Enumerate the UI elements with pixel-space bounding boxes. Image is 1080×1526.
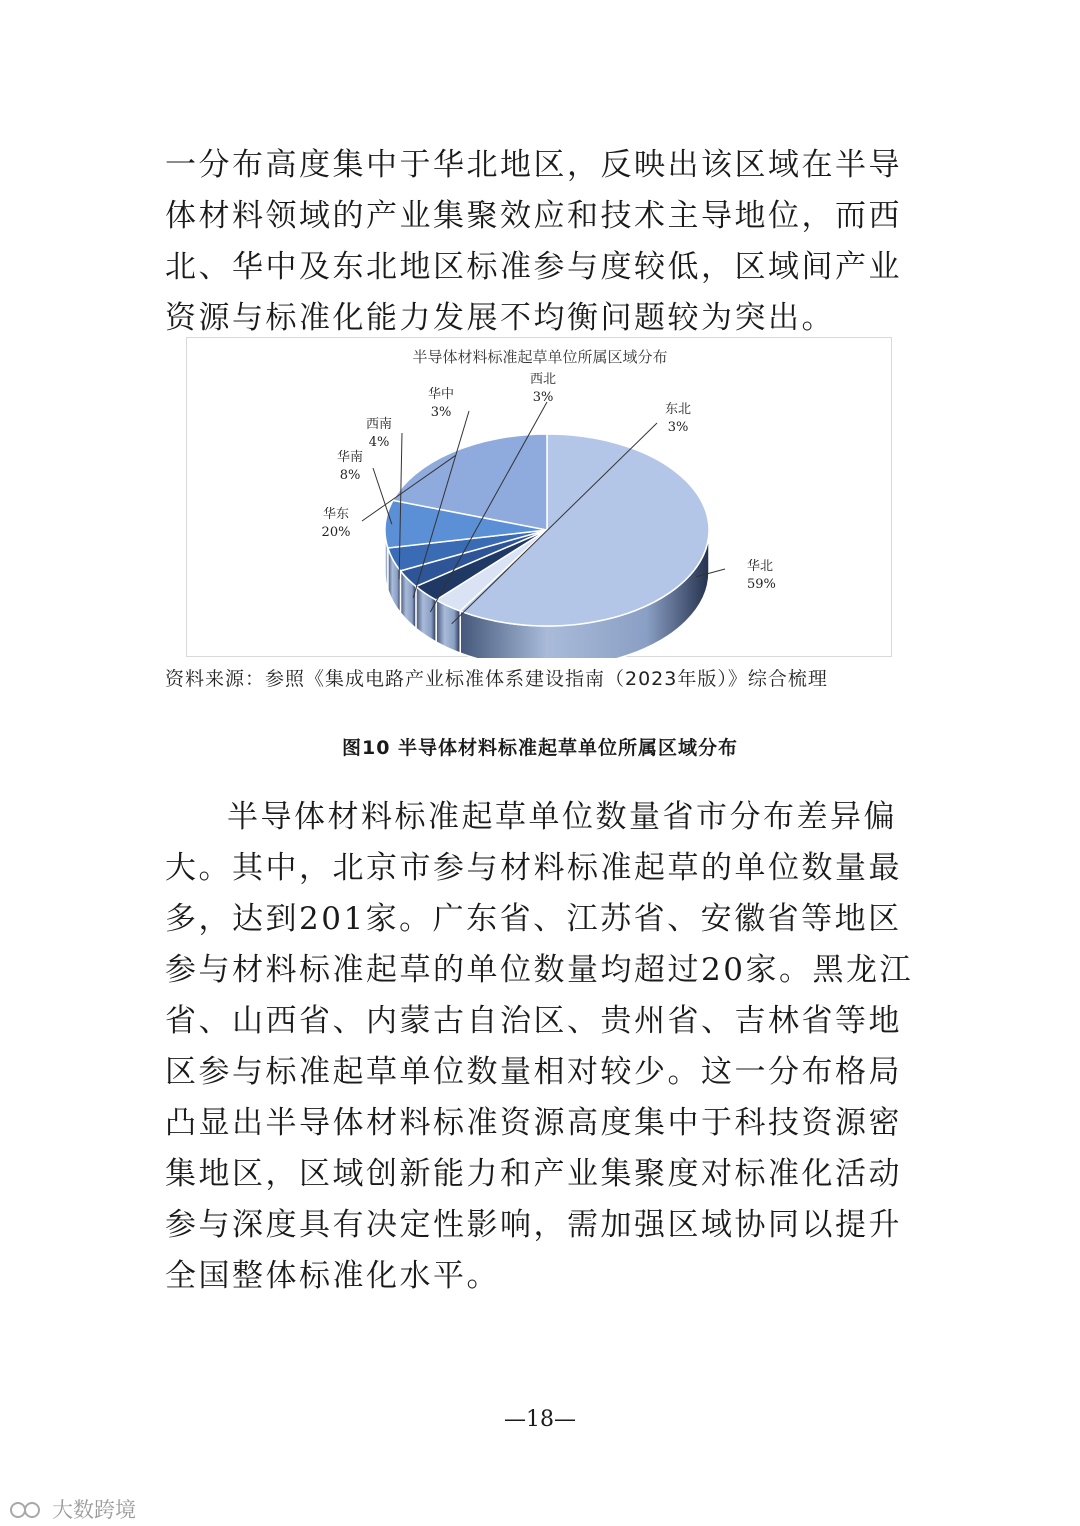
label-value-华东: 20%: [321, 525, 351, 540]
label-category-华南: 华南: [336, 450, 364, 465]
label-value-华中: 3%: [430, 405, 452, 420]
double-circle-logo-icon: [8, 1499, 48, 1519]
page-number: —18—: [504, 1407, 576, 1432]
label-category-西南: 西南: [365, 417, 393, 432]
label-value-西南: 4%: [368, 435, 390, 450]
label-category-华东: 华东: [322, 507, 350, 522]
body-paragraph-1: 一分布高度集中于华北地区，反映出该区域在半导体材料领域的产业集聚效应和技术主导地位，而西北、华中及东北地区标准参与度较低，区域间产业资源与标准化能力发展不均衡问题较为突出。: [165, 147, 902, 336]
label-value-西北: 3%: [532, 390, 554, 405]
label-value-华北: 59%: [747, 577, 776, 592]
label-category-东北: 东北: [664, 402, 692, 417]
body-paragraph-2: 半导体材料标准起草单位数量省市分布差异偏大。其中，北京市参与材料标准起草的单位数量最多，达到201家。广东省、江苏省、安徽省等地区参与材料标准起草的单位数量均超过20家。黑龙江省、山西省、内蒙古自治区、贵州省、吉林省等地区参与标准起草单位数量相对较少。这一分布格局凸显出半导体材料标准资源高度集中于科技资源密集地区，区域创新能力和产业集聚度对标准化活动参与深度具有决定性影响，需加强区域协同以提升全国整体标准化水平。: [165, 799, 913, 1294]
pie-chart-figure: [186, 337, 892, 657]
label-category-西北: 西北: [529, 372, 557, 387]
source-note: 资料来源：参照《集成电路产业标准体系建设指南（2023年版）》综合梳理: [165, 668, 828, 690]
figure-caption: 图10 半导体材料标准起草单位所属区域分布: [341, 737, 739, 759]
label-value-东北: 3%: [667, 420, 689, 435]
label-category-华北: 华北: [747, 559, 774, 574]
watermark-text: 大数跨境: [52, 1498, 136, 1522]
watermark: [8, 1494, 136, 1524]
leader-line-华南: [373, 468, 392, 524]
label-value-华南: 8%: [339, 468, 361, 483]
chart-title: 半导体材料标准起草单位所属区域分布: [412, 348, 668, 366]
pie-chart-svg: [187, 338, 893, 658]
label-category-华中: 华中: [427, 387, 455, 402]
